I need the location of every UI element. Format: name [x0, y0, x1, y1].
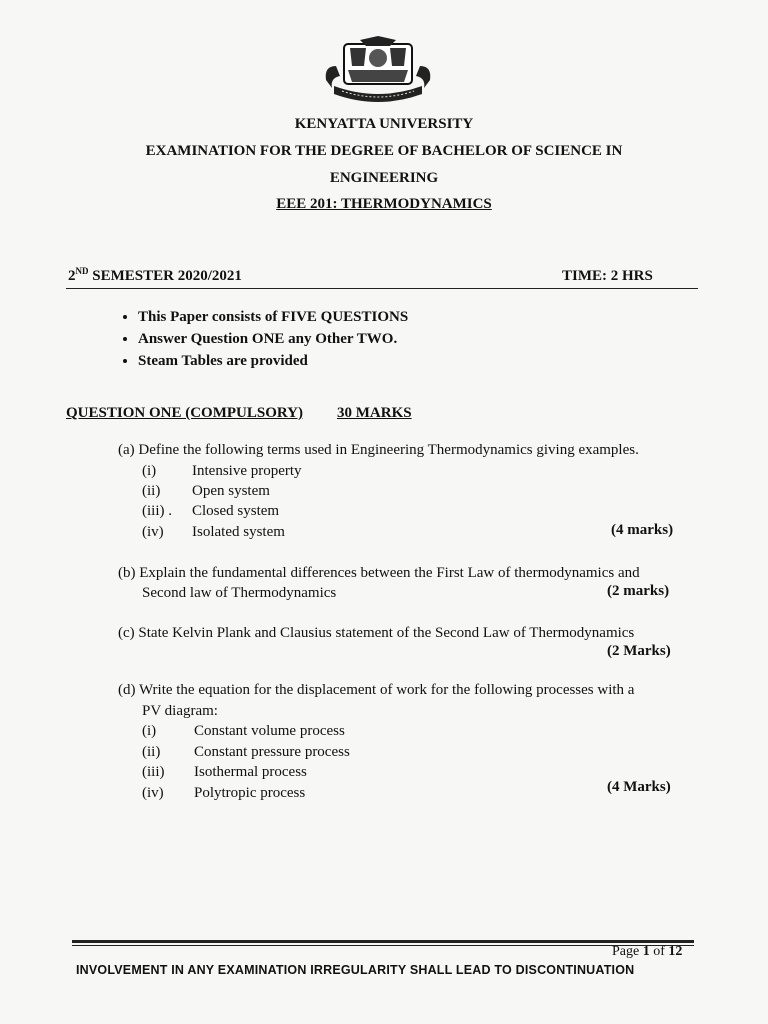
question-a-item-num: (ii) [142, 483, 161, 499]
question-b-line1: (b) Explain the fundamental differences between the First Law of thermodynamics and [118, 565, 640, 581]
question-d-item-num: (i) [142, 723, 157, 739]
question-b-marks: (2 marks) [607, 583, 670, 599]
question-d-line2: PV diagram: [142, 703, 218, 719]
course-title: EEE 201: THERMODYNAMICS [276, 196, 492, 212]
question-a-item-text: Isolated system [192, 524, 285, 540]
question-a-text: (a) Define the following terms used in Engineering Thermodynamics giving examples. [118, 442, 639, 458]
footer-divider-thin [72, 945, 694, 946]
question-d-line1: (d) Write the equation for the displacement of work for the following processes with a [118, 682, 635, 698]
instructions-list [112, 306, 408, 372]
question-a-item-num: (iv) [142, 524, 164, 540]
exam-time: TIME: 2 HRS [562, 268, 653, 284]
question-a-item-text: Closed system [192, 503, 280, 519]
question-c-line1: (c) State Kelvin Plank and Clausius statement of the Second Law of Thermodynamics [118, 625, 635, 641]
question-one-marks: 30 MARKS [337, 405, 412, 421]
question-c-marks: (2 Marks) [607, 643, 671, 659]
page-total: 12 [668, 944, 683, 959]
question-d-item-num: (ii) [142, 744, 161, 760]
question-one-heading [66, 405, 412, 422]
question-b-line2: Second law of Thermodynamics [142, 585, 337, 601]
university-name: KENYATTA UNIVERSITY [294, 116, 474, 132]
question-a-marks: (4 marks) [611, 522, 674, 538]
question-a-item-text: Intensive property [192, 463, 302, 479]
university-crest-logo [320, 36, 436, 108]
exam-title-line1: EXAMINATION FOR THE DEGREE OF BACHELOR OF SCIENCE IN [145, 143, 623, 159]
instruction-item: • This Paper consists of FIVE QUESTIONS [138, 306, 408, 328]
exam-title-line2: ENGINEERING [329, 170, 439, 186]
semester-number: 2 [68, 268, 76, 284]
question-a-item-num: (iii) . [142, 503, 172, 519]
question-d-item-text: Constant pressure process [194, 744, 350, 760]
page-prefix: Page [612, 944, 643, 959]
page-number [612, 944, 682, 960]
question-d-item-num: (iv) [142, 785, 164, 801]
footer-divider-thick [72, 940, 694, 943]
page-of: of [649, 944, 669, 959]
question-a-item-num: (i) [142, 463, 157, 479]
semester-text: SEMESTER 2020/2021 [88, 268, 242, 284]
footer-warning: INVOLVEMENT IN ANY EXAMINATION IRREGULARITY SHALL LEAD TO DISCONTINUATION [76, 963, 635, 977]
page-current: 1 [642, 944, 650, 959]
question-d-item-text: Constant volume process [194, 723, 345, 739]
question-d-item-num: (iii) [142, 764, 165, 780]
header-divider [66, 288, 698, 289]
question-d-marks: (4 Marks) [607, 779, 671, 795]
question-one-title: QUESTION ONE (COMPULSORY) [66, 405, 303, 421]
question-a-item-text: Open system [192, 483, 270, 499]
instruction-item: • Steam Tables are provided [138, 350, 408, 372]
semester-label [68, 266, 242, 285]
instruction-item: • Answer Question ONE any Other TWO. [138, 328, 408, 350]
question-d-item-text: Isothermal process [194, 764, 307, 780]
question-d-item-text: Polytropic process [194, 785, 306, 801]
semester-superscript: ND [75, 266, 89, 276]
